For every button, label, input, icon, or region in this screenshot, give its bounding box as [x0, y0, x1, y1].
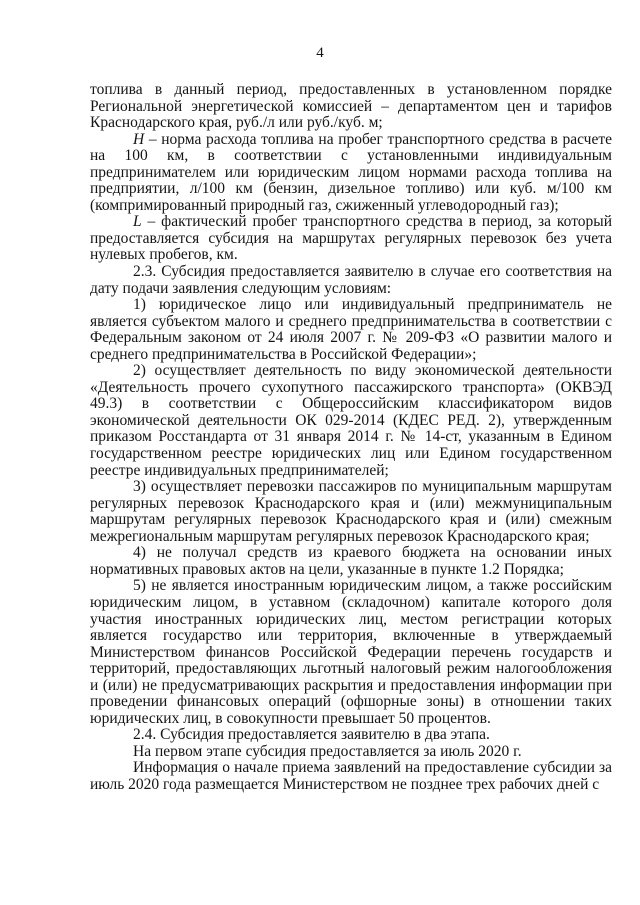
paragraph-text: – норма расхода топлива на пробег транспортного средства в расчете на 100 км, в соответствии с установленными индивидуальным предпринимателем или юридическим лицом нормами расхода топлива на предприятии, л/100 км (бензин, дизельное топливо) или куб. м/100 км (компримированный природный газ, сжиженный углеводородный газ);	[90, 130, 612, 214]
paragraph-fuel-norm	[90, 132, 612, 215]
condition-5: 5) не является иностранным юридическим лицом, а также российским юридическим лицом, в уставном (складочном) капитале которого доля участия иностранных юридических лиц, местом регистрации которых является государство или территория, включенные в утверждаемый Министерством финансов Российской Федерации перечень государств и территорий, предоставляющих льготный налоговый режим налогообложения и (или) не предусматривающих раскрытия и предоставления информации при проведении финансовых операций (офшорные зоны) в отношении таких юридических лиц, в совокупности превышает 50 процентов.	[90, 577, 612, 727]
formula-symbol-h: H	[133, 130, 145, 148]
paragraph-information: Информация о начале приема заявлений на предоставление субсидии за июль 2020 года размещается Министерством не позднее трех рабочих дней с	[90, 759, 612, 793]
paragraph-2-3: 2.3. Субсидия предоставляется заявителю в случае его соответствия на дату подачи заявления следующим условиям:	[90, 263, 612, 297]
condition-3: 3) осуществляет перевозки пассажиров по муниципальным маршрутам регулярных перевозок Краснодарского края и (или) межмуниципальным маршрутам регулярных перевозок Краснодарского края и (или) смежным межрегиональным маршрутам регулярных перевозок Краснодарского края;	[90, 478, 612, 545]
document-body	[90, 82, 612, 794]
paragraph-first-stage: На первом этапе субсидия предоставляется за июль 2020 г.	[133, 742, 522, 760]
paragraph-text: – фактический пробег транспортного средства в период, за который предоставляется субсидия на маршрутах регулярных перевозок без учета нулевых пробегов, км.	[90, 213, 612, 264]
condition-2: 2) осуществляет деятельность по виду экономической деятельности «Деятельность прочего сухопутного пассажирского транспорта» (ОКВЭД 49.3) в соответствии с Общероссийским классификатором видов экономической деятельности ОК 029-2014 (КДЕС РЕД. 2), утвержденным приказом Росстандарта от 31 января 2014 г. № 14-ст, указанным в Едином государственном реестре юридических лиц или Едином государственном реестре индивидуальных предпринимателей;	[90, 362, 612, 479]
formula-symbol-l: L	[133, 213, 142, 231]
paragraph-fuel-price: топлива в данный период, предоставленных в установленном порядке Региональной энергетической комиссией – департаментом цен и тарифов Краснодарского края, руб./л или руб./куб. м;	[90, 81, 612, 132]
paragraph-mileage	[90, 214, 612, 264]
page-number: 4	[316, 45, 324, 61]
paragraph-2-4: 2.4. Субсидия предоставляется заявителю в два этапа.	[133, 726, 490, 744]
condition-1: 1) юридическое лицо или индивидуальный предприниматель не является субъектом малого и среднего предпринимательства в соответствии с Федеральным законом от 24 июля 2007 г. № 209-ФЗ «О развитии малого и среднего предпринимательства в Российской Федерации»;	[90, 296, 612, 363]
condition-4: 4) не получал средств из краевого бюджета на основании иных нормативных правовых актов на цели, указанные в пункте 1.2 Порядка;	[90, 544, 612, 578]
